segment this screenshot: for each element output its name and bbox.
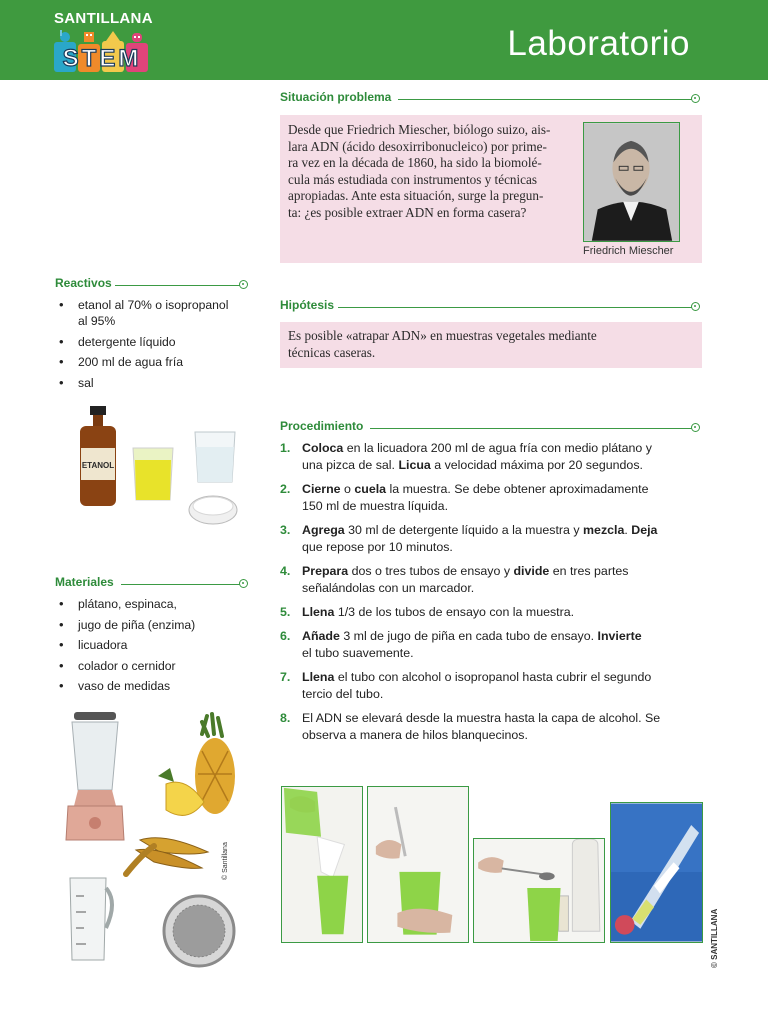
- strainer-icon: [164, 896, 234, 966]
- step-line: [302, 539, 710, 556]
- section-heading-dot: [239, 280, 248, 289]
- hipotesis-box: [280, 322, 702, 368]
- step-line: [302, 710, 710, 727]
- situacion-line: apropiadas. Ante esta situación, surge la pregun-: [288, 188, 544, 203]
- step-number: 5.: [280, 605, 291, 619]
- materiales-list: [55, 596, 255, 699]
- water-glass-icon: [195, 432, 235, 482]
- list-item: • etanol al 70% o isopropanol al 95%: [55, 297, 255, 329]
- section-heading-procedimiento-label: Procedimiento: [280, 419, 364, 433]
- step-number: 1.: [280, 441, 291, 455]
- step-text: El ADN se elevará desde la muestra hasta la capa de alcohol. Se: [302, 711, 661, 725]
- bottle-label: ETANOL: [81, 461, 115, 470]
- step-line: [302, 580, 710, 597]
- procedure-step: [280, 522, 710, 556]
- step-number: 8.: [280, 711, 291, 725]
- step-text: 3 ml de jugo de piña en cada tubo de ensayo.: [339, 629, 598, 643]
- step-number: 2.: [280, 482, 291, 496]
- situacion-line: lara ADN (ácido desoxirribonucleico) por prime-: [288, 138, 547, 154]
- step-line: [302, 669, 710, 686]
- step-text: 1/3 de los tubos de ensayo con la muestra.: [334, 605, 575, 619]
- list-item: • sal: [55, 375, 255, 391]
- step-text: dos o tres tubos de ensayo y: [348, 564, 514, 578]
- step-line: [302, 686, 710, 703]
- pineapple-icon: [158, 714, 235, 815]
- reactivos-list: [55, 297, 255, 395]
- step-verb: Prepara: [302, 564, 349, 578]
- step-verb: divide: [513, 564, 550, 578]
- step-text: señalándolas con un marcador.: [302, 581, 475, 595]
- procedure-step: [280, 440, 710, 474]
- photo-step-adding: [473, 838, 605, 943]
- section-heading-situacion-label: Situación problema: [280, 90, 392, 104]
- portrait-caption: Friedrich Miescher: [583, 245, 674, 257]
- step-line: [302, 440, 710, 457]
- step-number: 4.: [280, 564, 291, 578]
- step-text: 30 ml de detergente líquido a la muestra y: [344, 523, 584, 537]
- step-line: [302, 628, 710, 645]
- materiales-illustration: [62, 706, 247, 968]
- procedure-steps: [280, 440, 710, 751]
- step-line: [302, 481, 710, 498]
- procedure-step: [280, 563, 710, 597]
- hipotesis-text: [288, 328, 688, 361]
- situacion-text: [288, 122, 570, 221]
- blender-icon: [66, 712, 124, 840]
- section-heading-dot: [691, 423, 700, 432]
- section-heading-line: [338, 307, 692, 308]
- step-line: [302, 645, 710, 662]
- reactivos-illustration: [75, 402, 250, 532]
- step-text: el tubo suavemente.: [302, 646, 414, 660]
- photo-step-dna: [610, 802, 703, 943]
- list-item: • jugo de piña (enzima): [55, 617, 255, 633]
- photo-step-pouring: [281, 786, 363, 943]
- step-number: 6.: [280, 629, 291, 643]
- step-line: [302, 522, 710, 539]
- section-heading-materiales-label: Materiales: [55, 575, 114, 589]
- section-heading-dot: [239, 579, 248, 588]
- step-text: en la licuadora 200 ml de agua fría con medio plátano y: [343, 441, 652, 455]
- situacion-line: ta: ¿es posible extraer ADN en forma casera?: [288, 204, 527, 220]
- section-heading-situacion: [280, 90, 702, 108]
- section-heading-hipotesis: [280, 298, 702, 316]
- step-verb: mezcla: [583, 523, 625, 537]
- step-verb: Cierne: [302, 482, 341, 496]
- hipotesis-line: técnicas caseras.: [288, 344, 376, 360]
- image-credit: © Santillana: [222, 842, 229, 880]
- section-heading-hipotesis-label: Hipótesis: [280, 298, 335, 312]
- step-line: [302, 727, 710, 744]
- situacion-line: Desde que Friedrich Miescher, biólogo suizo, ais-: [288, 122, 551, 137]
- step-verb: Deja: [631, 523, 658, 537]
- step-verb: Invierte: [597, 629, 642, 643]
- step-line: [302, 563, 710, 580]
- procedure-step: [280, 710, 710, 744]
- section-heading-procedimiento: [280, 419, 702, 437]
- hipotesis-line: Es posible «atrapar ADN» en muestras vegetales mediante: [288, 328, 597, 343]
- brand-name: SANTILLANA: [54, 10, 153, 27]
- step-verb: Coloca: [302, 441, 344, 455]
- step-verb: Llena: [302, 605, 335, 619]
- procedure-step: [280, 604, 710, 621]
- step-text: observa a manera de hilos blanquecinos.: [302, 728, 528, 742]
- stem-logo-text: STEM: [62, 45, 142, 72]
- step-text: el tubo con alcohol o isopropanol hasta cubrir el segundo: [334, 670, 652, 684]
- step-text: 150 ml de muestra líquida.: [302, 499, 449, 513]
- step-text: que repose por 10 minutos.: [302, 540, 453, 554]
- step-verb: Agrega: [302, 523, 345, 537]
- list-item: • licuadora: [55, 637, 255, 653]
- section-heading-materiales: [55, 575, 250, 593]
- step-verb: Añade: [302, 629, 340, 643]
- step-line: [302, 498, 710, 515]
- step-verb: Licua: [398, 458, 431, 472]
- procedure-step: [280, 628, 710, 662]
- situacion-line: ra vez en la década de 1860, ha sido la biomolé-: [288, 155, 542, 170]
- salt-dish-icon: [189, 496, 237, 524]
- photo-step-mixing: [367, 786, 469, 943]
- section-heading-dot: [691, 302, 700, 311]
- step-text: la muestra. Se debe obtener aproximadamente: [386, 482, 649, 496]
- footer-copyright: © SANTILLANA: [710, 908, 719, 968]
- section-heading-reactivos: [55, 276, 250, 294]
- step-text: tercio del tubo.: [302, 687, 384, 701]
- page-title: Laboratorio: [507, 24, 690, 63]
- miescher-portrait: [583, 122, 680, 242]
- section-heading-dot: [691, 94, 700, 103]
- ethanol-bottle-icon: [80, 406, 116, 506]
- step-text: una pizca de sal.: [302, 458, 399, 472]
- stem-logo: [52, 28, 152, 74]
- step-text: a velocidad máxima por 20 segundos.: [430, 458, 643, 472]
- step-line: [302, 604, 710, 621]
- step-text: en tres partes: [549, 564, 629, 578]
- step-line: [302, 457, 710, 474]
- situacion-line: cula más estudiada con instrumentos y técnicas: [288, 171, 538, 187]
- procedure-step: [280, 481, 710, 515]
- detergent-glass-icon: [133, 448, 173, 500]
- section-heading-reactivos-label: Reactivos: [55, 276, 112, 290]
- procedure-step: [280, 669, 710, 703]
- step-verb: Llena: [302, 670, 335, 684]
- bananas-icon: [126, 838, 208, 874]
- list-item: • 200 ml de agua fría: [55, 354, 255, 370]
- step-text: o: [340, 482, 355, 496]
- header-bar: [0, 0, 768, 80]
- step-verb: cuela: [354, 482, 387, 496]
- list-item: • colador o cernidor: [55, 658, 255, 674]
- section-heading-line: [398, 99, 692, 100]
- step-number: 7.: [280, 670, 291, 684]
- section-heading-line: [115, 285, 240, 286]
- list-item: • vaso de medidas: [55, 678, 255, 694]
- section-heading-line: [370, 428, 692, 429]
- list-item: • detergente líquido: [55, 334, 255, 350]
- measuring-cup-icon: [70, 878, 112, 960]
- step-number: 3.: [280, 523, 291, 537]
- step-text: .: [624, 523, 632, 537]
- list-item: • plátano, espinaca,: [55, 596, 255, 612]
- section-heading-line: [121, 584, 240, 585]
